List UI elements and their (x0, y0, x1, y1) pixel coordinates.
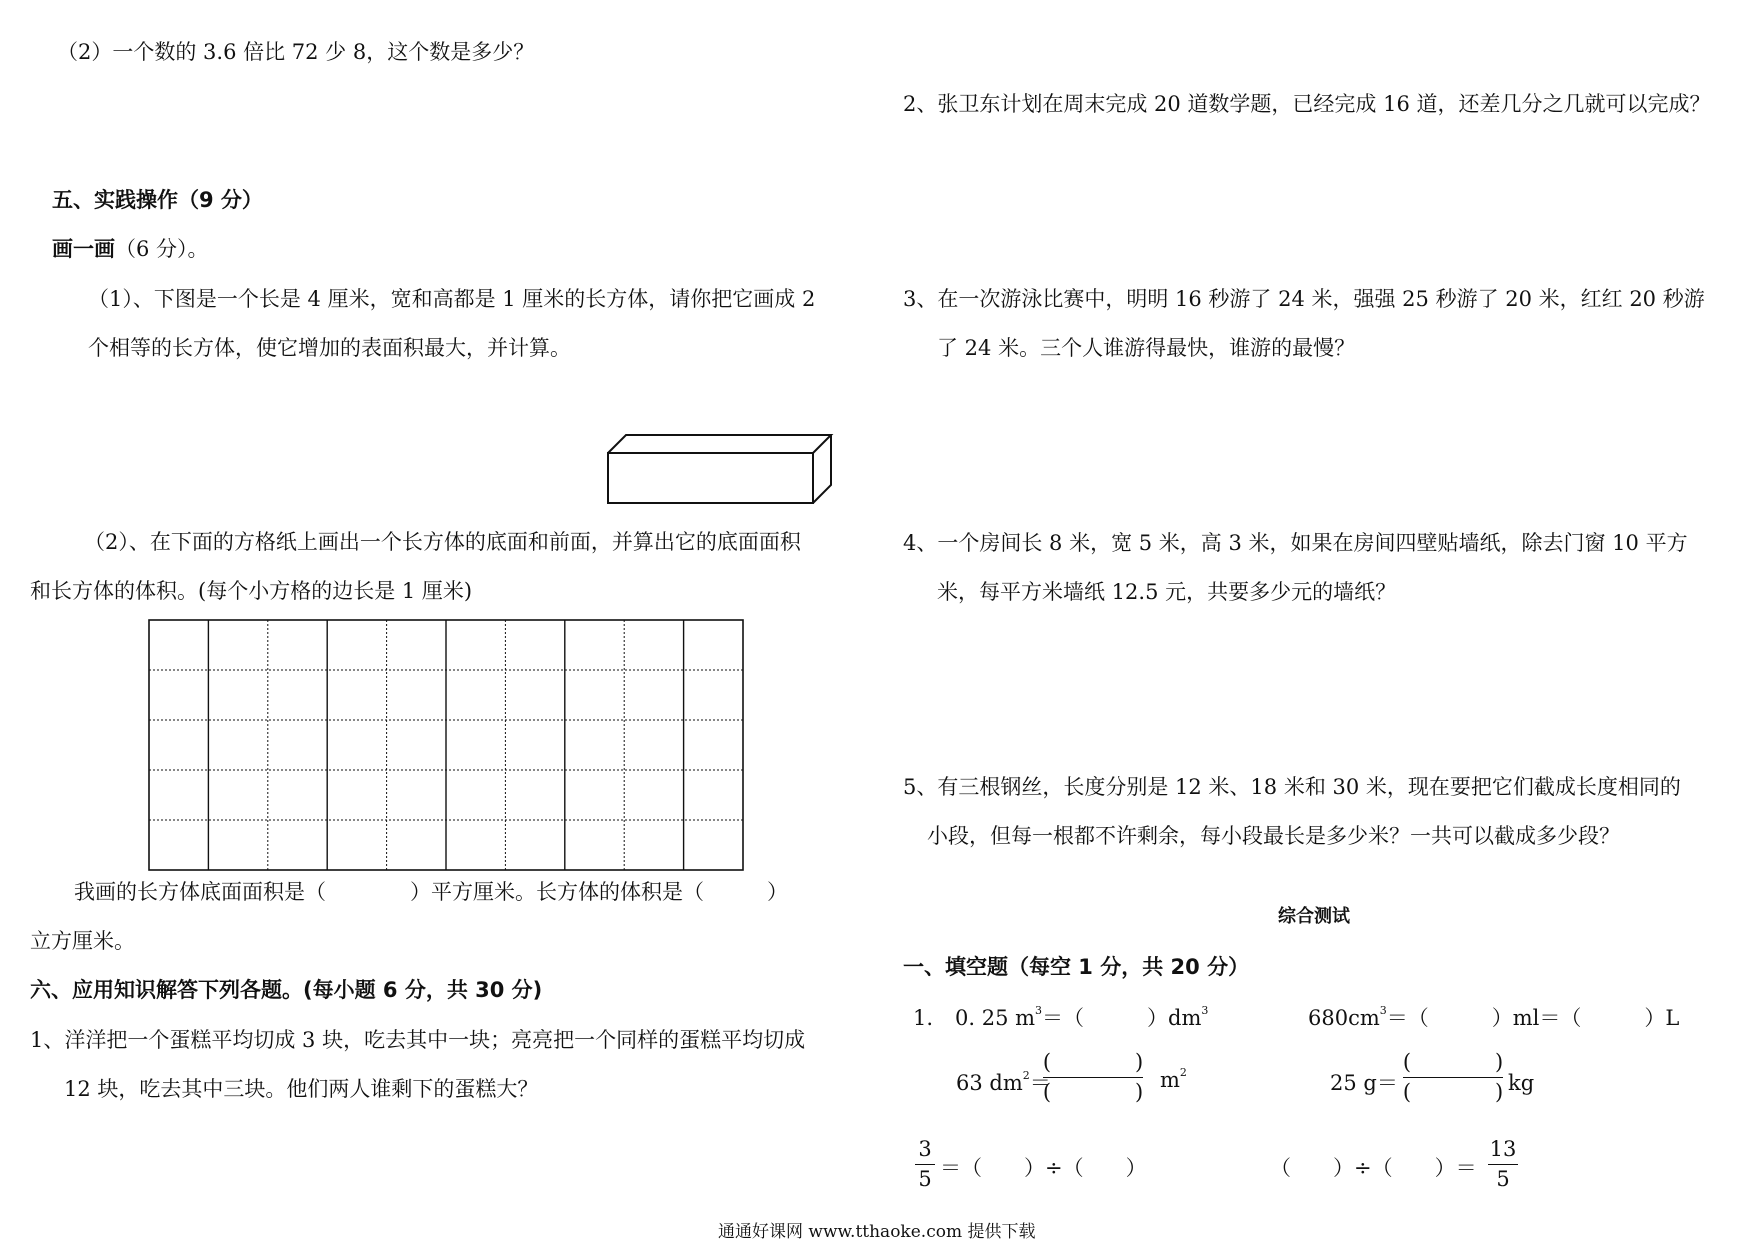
fill-2-a-lhs: 63 $dm^2=$ (956, 1069, 1051, 1095)
fill-3-b-lhs: （ ）÷（ ）＝ (1270, 1156, 1477, 1180)
fill-1-b: $680cm^3=$（ ）ml＝（ ）L (1308, 1004, 1680, 1030)
fraction-numerator-blank[interactable]: ( ) (1042, 1050, 1144, 1074)
question-4-line2: 米，每平方米墙纸 12.5 元，共要多少元的墙纸？ (937, 580, 1397, 604)
question-4-line1: 4、一个房间长 8 米，宽 5 米，高 3 米，如果在房间四壁贴墙纸，除去门窗 10 平方 (903, 531, 1688, 555)
practice-2-line2: 和长方体的体积。(每个小方格的边长是 1 厘米) (30, 579, 473, 603)
fill-1-a: 0. 25 $m^3=$（ ）$dm^3$ (955, 1004, 1209, 1030)
practice-1-line1: （1）、下图是一个长是 4 厘米，宽和高都是 1 厘米的长方体，请你把它画成 2 (88, 287, 816, 311)
question-2: 2、张卫东计划在周末完成 20 道数学题，已经完成 16 道，还差几分之几就可以完成？ (903, 92, 1711, 116)
fill-1-number: 1. (913, 1006, 934, 1030)
fraction-denominator-blank[interactable]: ( ) (1042, 1080, 1144, 1105)
cuboid-figure (605, 432, 845, 508)
draw-heading (52, 237, 209, 262)
fill-3-a-rest: ＝（ ）÷（ ） (940, 1156, 1147, 1180)
fill-section-title: 一、填空题（每空 1 分，共 20 分） (903, 955, 1250, 979)
fill-2-a-fraction (1043, 1050, 1143, 1105)
test-title: 综合测试 (1278, 906, 1350, 927)
section-6-title: 六、应用知识解答下列各题。(每小题 6 分，共 30 分) (30, 978, 543, 1002)
fill-3-b-fraction: 13 5 (1489, 1137, 1517, 1192)
fraction-numerator-blank[interactable]: ( ) (1402, 1050, 1504, 1074)
question-6-1-line2: 12 块，吃去其中三块。他们两人谁剩下的蛋糕大？ (64, 1077, 539, 1101)
draw-title: 画一画 (52, 237, 115, 261)
fraction-denominator-blank[interactable]: ( ) (1402, 1080, 1504, 1105)
question-5-line2: 小段，但每一根都不许剩余，每小段最长是多少米？一共可以截成多少段？ (927, 824, 1620, 848)
answer-line2: 立方厘米。 (30, 929, 135, 953)
section-5-title: 五、实践操作（9 分） (52, 188, 263, 212)
question-6-1-line1: 1、洋洋把一个蛋糕平均切成 3 块，吃去其中一块；亮亮把一个同样的蛋糕平均切成 (30, 1028, 806, 1052)
question-4-2: （2）一个数的 3.6 倍比 72 少 8，这个数是多少？ (57, 40, 535, 64)
fill-3-a-fraction: 3 5 (915, 1137, 935, 1192)
fill-2-b-lhs: 25 g＝ (1330, 1071, 1398, 1095)
grid-paper[interactable] (147, 618, 747, 873)
question-5-line1: 5、有三根钢丝，长度分别是 12 米、18 米和 30 米，现在要把它们截成长度相同的 (903, 775, 1681, 799)
fill-2-a-unit: $m^2$ (1160, 1066, 1187, 1092)
footer-text: 通通好课网 www.tthaoke.com 提供下载 (718, 1222, 1036, 1242)
draw-points: （6 分）。 (115, 237, 209, 261)
question-3-line1: 3、在一次游泳比赛中，明明 16 秒游了 24 米，强强 25 秒游了 20 米，红红 20 秒游 (903, 287, 1705, 311)
answer-line1: 我画的长方体底面面积是（ ）平方厘米。长方体的体积是（ ） (74, 880, 788, 904)
practice-1-line2: 个相等的长方体，使它增加的表面积最大，并计算。 (88, 336, 571, 360)
fill-2-b-fraction (1403, 1050, 1503, 1105)
practice-2-line1: （2）、在下面的方格纸上画出一个长方体的底面和前面，并算出它的底面面积 (84, 530, 801, 554)
fill-2-b-unit: kg (1508, 1071, 1535, 1095)
question-3-line2: 了 24 米。三个人谁游得最快，谁游的最慢？ (937, 336, 1356, 360)
